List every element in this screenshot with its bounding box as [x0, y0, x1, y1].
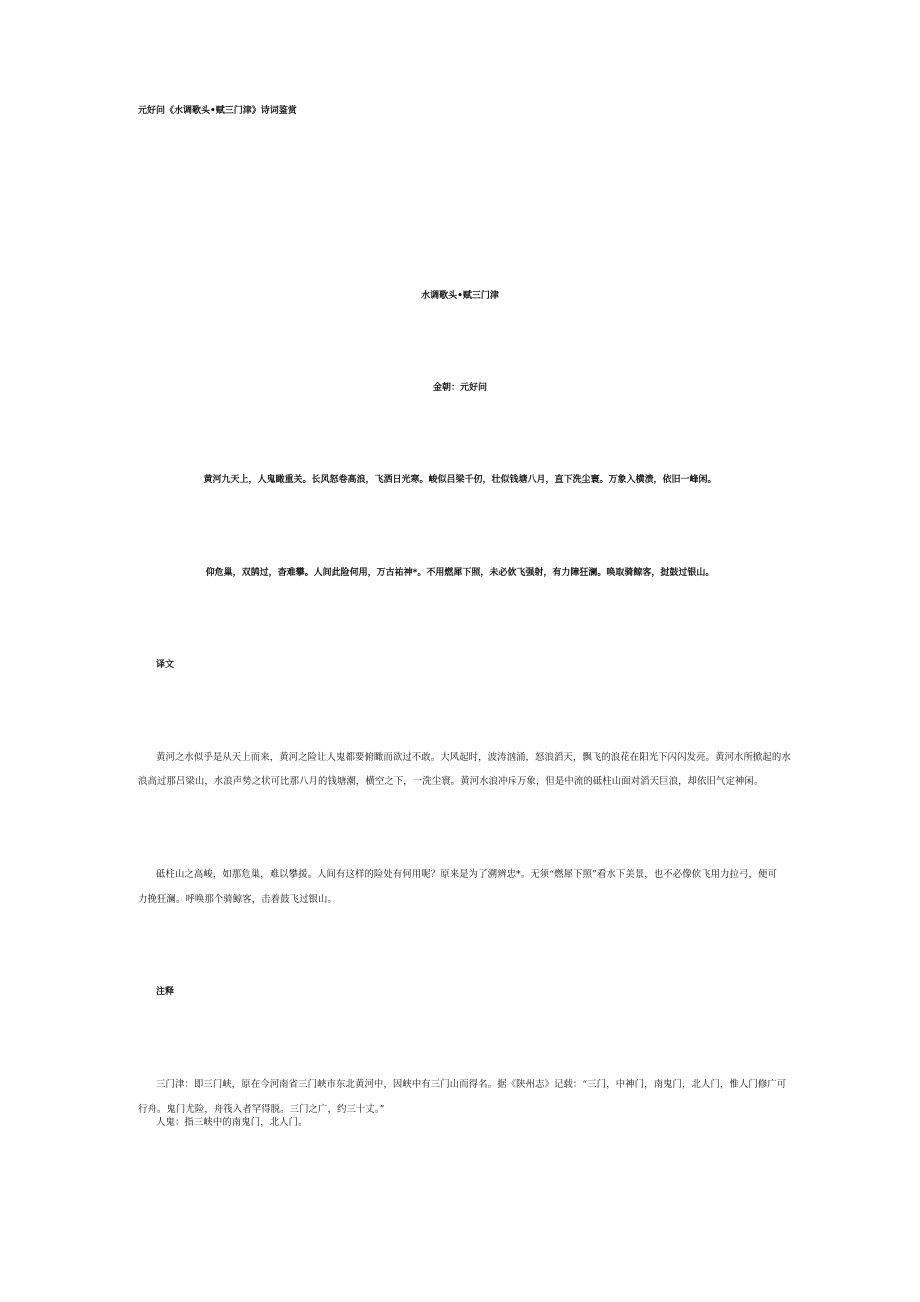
translation-paragraph-2-line-1: 砥柱山之高峻，如那危巢，难以攀援。人间有这样的险处有何用呢？原来是为了溯辨忠*。无须“燃犀下照”看水下美景，也不必像佽飞用力拉弓，便可: [156, 869, 777, 880]
notes-heading: 注释: [156, 987, 175, 997]
poem-author: 金朝：元好问: [432, 383, 487, 393]
translation-paragraph-1-line-1: 黄河之水似乎是从天上而来，黄河之险让人鬼都要俯瞰而欲过不敢。大风起时，波涛汹涌，怒浪滔天，飘飞的浪花在阳光下闪闪发亮。黄河水所掀起的水: [156, 752, 791, 763]
poem-stanza-1: 黄河九天上，人鬼瞰重关。长风怒卷高浪，飞洒日光寒。峻似吕梁千仞，壮似钱塘八月，直下洗尘寰。万象入横溃，依旧一峰闲。: [203, 475, 717, 485]
note-1-line-1: 三门津：即三门峡，原在今河南省三门峡市东北黄河中，因峡中有三门山而得名。据《陕州志》记载：“三门，中神门，南鬼门，北人门，惟人门修广可: [156, 1079, 787, 1090]
translation-heading: 译文: [156, 660, 175, 670]
translation-paragraph-2-line-2: 力挽狂澜。呼唤那个骑鲸客，击着鼓飞过银山。: [138, 894, 337, 905]
note-2: 人鬼：指三峡中的南鬼门，北人门。: [156, 1117, 308, 1128]
poem-title: 水调歌头•赋三门津: [421, 291, 499, 301]
note-1-line-2: 行舟。鬼门尤险，舟筏入者罕得脱。三门之广，约三十丈。”: [138, 1104, 385, 1115]
translation-paragraph-1-line-2: 浪高过那吕梁山，水浪声势之状可比那八月的钱塘潮，横空之下，一洗尘寰。黄河水浪冲斥万象，但是中流的砥柱山面对滔天巨浪，却依旧气定神闲。: [138, 776, 764, 787]
poem-stanza-2: 仰危巢，双鹄过，杳难攀。人间此险何用，万古祐神*。不用燃犀下照，未必佽飞强射，有力障狂澜。唤取骑鲸客，挝鼓过银山。: [205, 568, 715, 578]
document-title: 元好问《水调歌头•赋三门津》诗词鉴赏: [138, 106, 297, 116]
